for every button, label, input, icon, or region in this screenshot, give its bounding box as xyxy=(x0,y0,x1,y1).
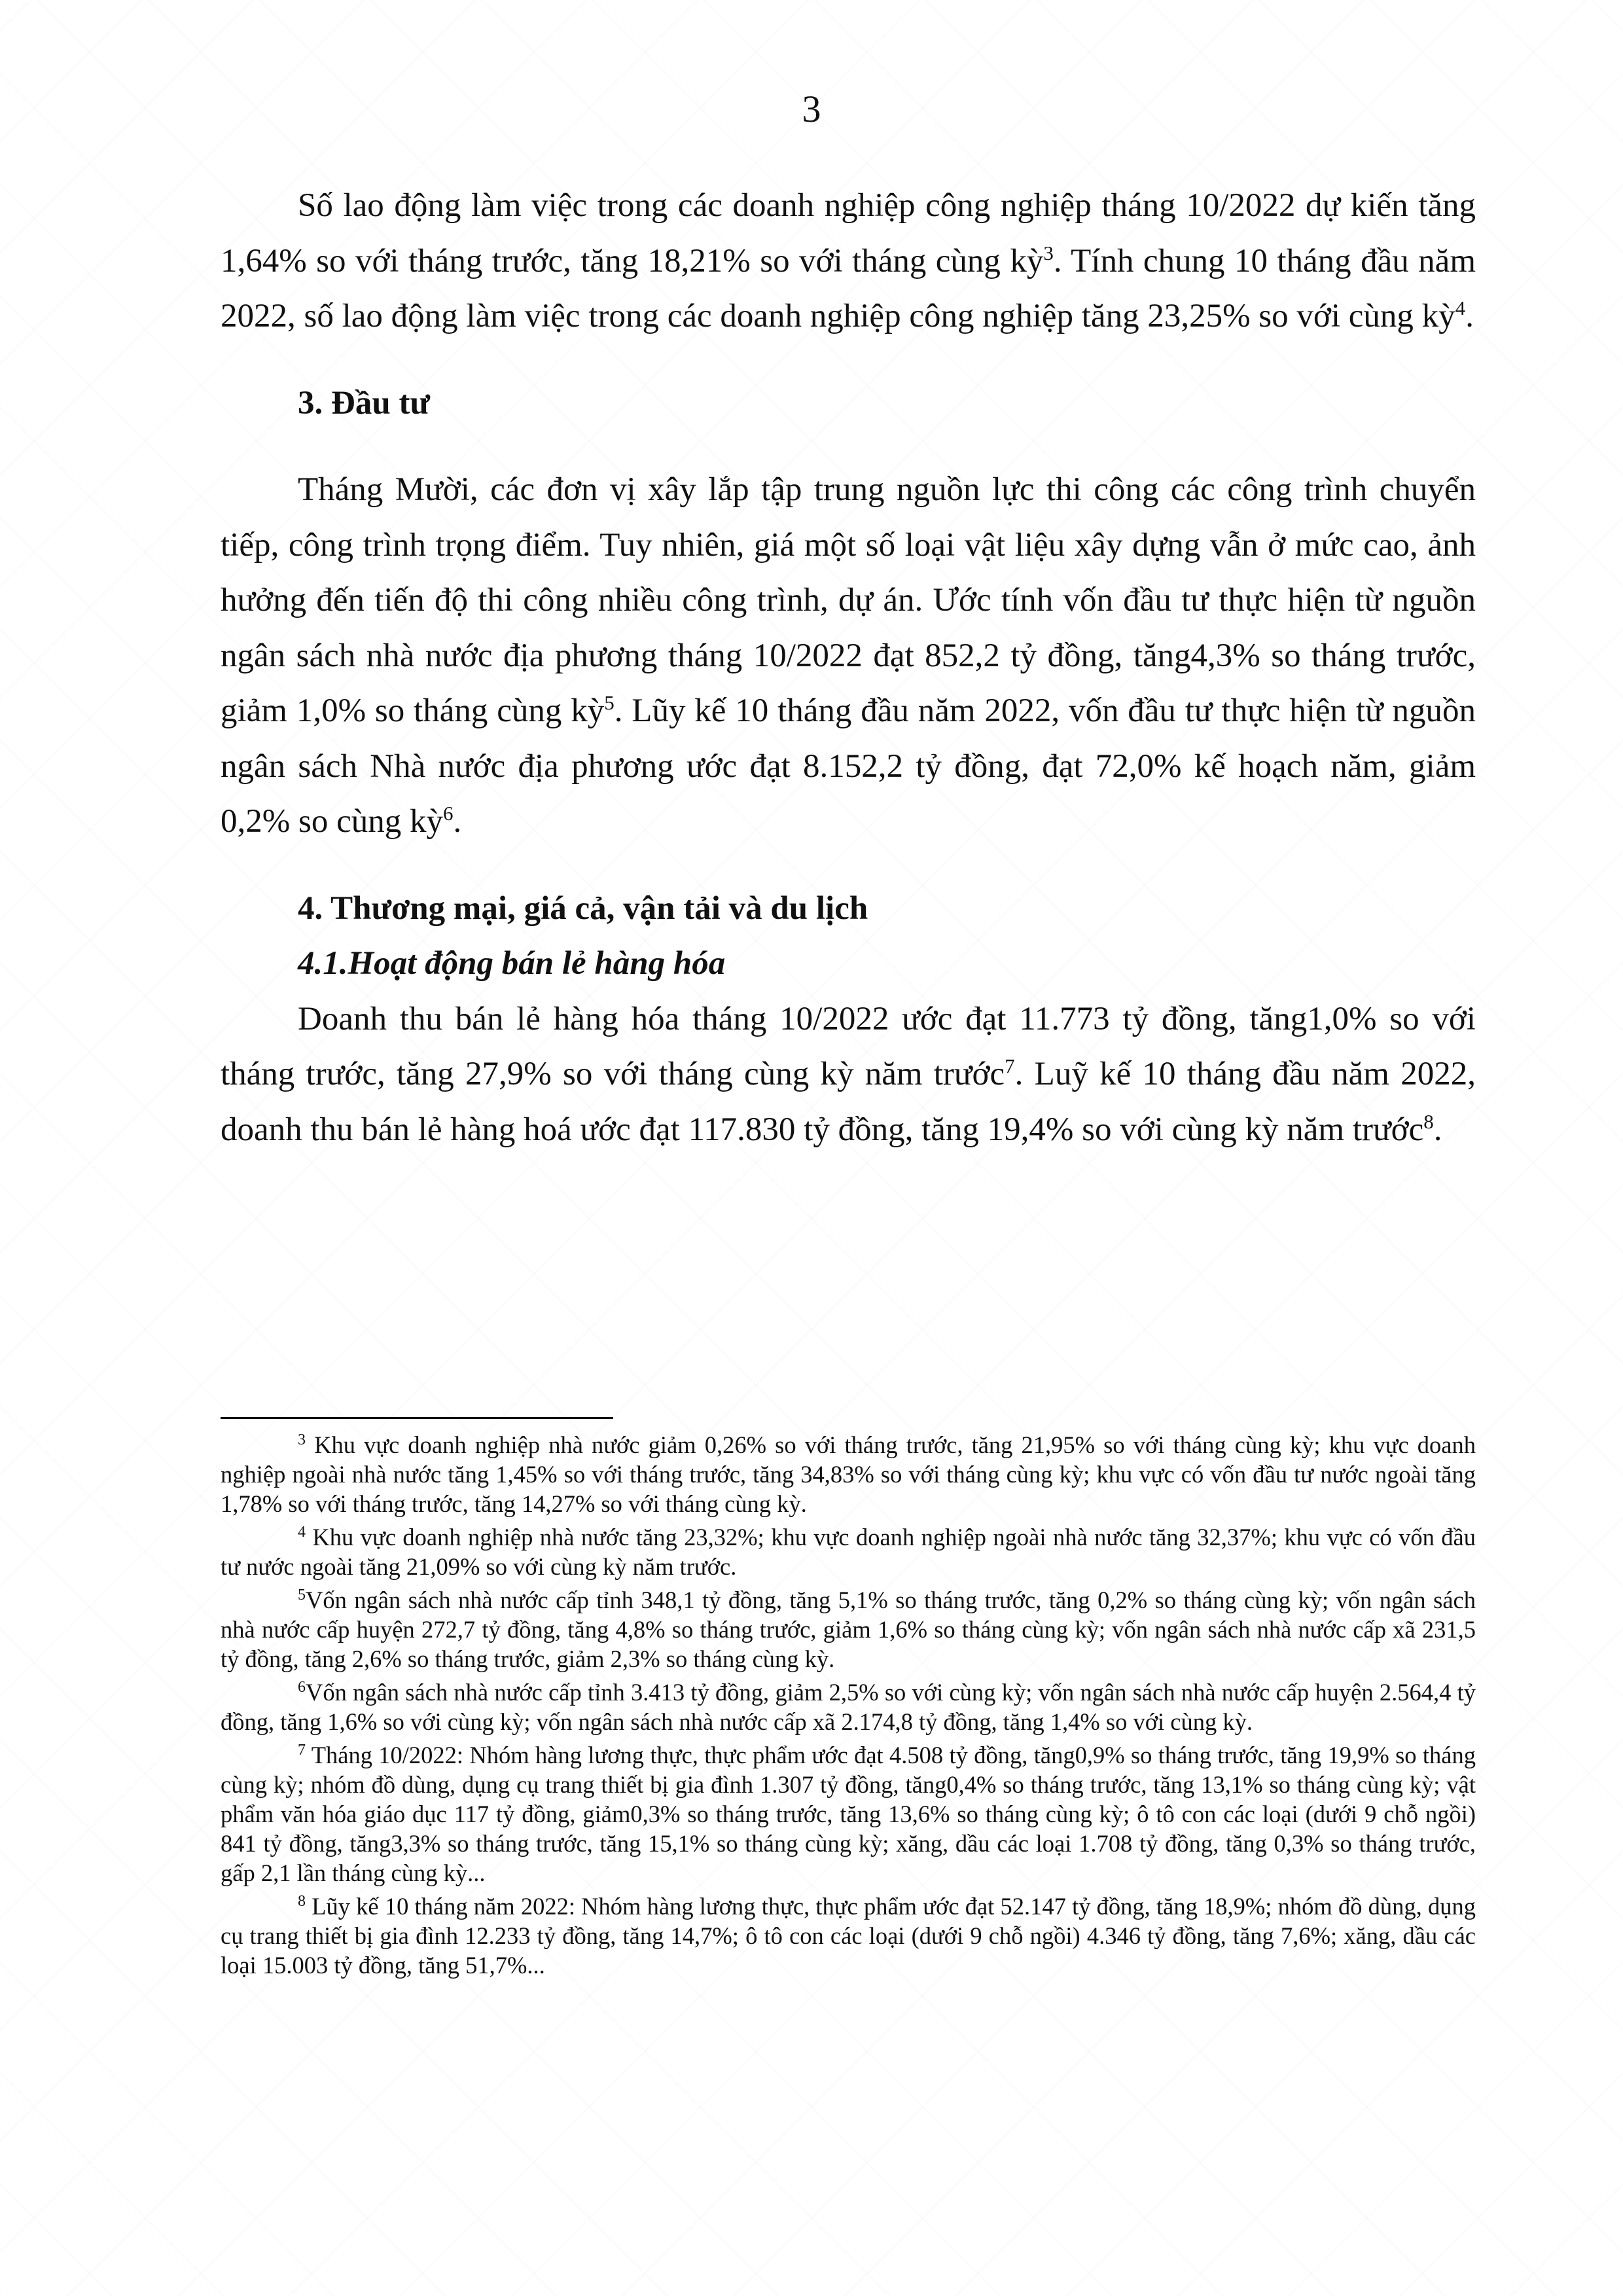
paragraph-retail-text-b: . Luỹ kế 10 tháng đầu năm 2022, doanh thu bán lẻ hàng hoá ước đạt 117.830 tỷ đồng, tăng 19,4% so với cùng kỳ năm trước xyxy=(221,1056,1476,1148)
paragraph-retail-text-a: Doanh thu bán lẻ hàng hóa tháng 10/2022 ước đạt 11.773 tỷ đồng, tăng1,0% so với tháng trước, tăng 27,9% so với tháng cùng kỳ năm trước xyxy=(221,1000,1476,1092)
paragraph-investment-text-a: Tháng Mười, các đơn vị xây lắp tập trung nguồn lực thi công các công trình chuyển tiếp, công trình trọng điểm. Tuy nhiên, giá một số loại vật liệu xây dựng vẫn ở mức cao, ảnh hưởng đến tiến độ thi công nhiều công trình, dự án. Ước tính vốn đầu tư thực hiện từ nguồn ngân sách nhà nước địa phương tháng 10/2022 đạt 852,2 tỷ đồng, tăng4,3% so tháng trước, giảm 1,0% so tháng cùng kỳ xyxy=(221,471,1476,729)
footnote-text: Khu vực doanh nghiệp nhà nước tăng 23,32%; khu vực doanh nghiệp ngoài nhà nước tăng 32,37%; khu vực có vốn đầu tư nước ngoài tăng 21,09% so với cùng kỳ năm trước. xyxy=(221,1524,1476,1580)
paragraph-investment-text-c: . xyxy=(453,803,462,840)
main-content xyxy=(221,178,1476,1157)
footnote xyxy=(221,1585,1476,1674)
footnotes xyxy=(221,1430,1476,1984)
footnote xyxy=(221,1740,1476,1888)
paragraph-investment-text-b: . Lũy kế 10 tháng đầu năm 2022, vốn đầu tư thực hiện từ nguồn ngân sách Nhà nước địa phương ước đạt 8.152,2 tỷ đồng, đạt 72,0% kế hoạch năm, giảm 0,2% so cùng kỳ xyxy=(221,692,1476,840)
footnote-ref[interactable]: 4 xyxy=(1455,296,1466,319)
footnote-ref[interactable]: 3 xyxy=(1043,241,1054,264)
spacer xyxy=(221,850,1476,881)
paragraph-labor-text-b: . Tính chung 10 tháng đầu năm 2022, số lao động làm việc trong các doanh nghiệp công nghiệp tăng 23,25% so với cùng kỳ xyxy=(221,242,1476,334)
footnote-number: 7 xyxy=(298,1741,306,1759)
footnote-text: Tháng 10/2022: Nhóm hàng lương thực, thực phẩm ước đạt 4.508 tỷ đồng, tăng0,9% so tháng trước, tăng 19,9% so tháng cùng kỳ; nhóm đồ dùng, dụng cụ trang thiết bị gia đình 1.307 tỷ đồng, tăng0,4% so tháng trước, tăng 13,1% so tháng cùng kỳ; vật phẩm văn hóa giáo dục 117 tỷ đồng, giảm0,3% so tháng trước, tăng 13,6% so tháng cùng kỳ; ô tô con các loại (dưới 9 chỗ ngồi) 841 tỷ đồng, tăng3,3% so tháng trước, tăng 15,1% so tháng cùng kỳ; xăng, dầu các loại 1.708 tỷ đồng, tăng 0,3% so tháng trước, gấp 2,1 lần tháng cùng kỳ... xyxy=(221,1742,1476,1886)
paragraph-labor xyxy=(221,178,1476,344)
page-number: 3 xyxy=(802,88,821,130)
subsection-heading-retail: 4.1.Hoạt động bán lẻ hàng hóa xyxy=(298,945,726,982)
footnote-separator xyxy=(221,1417,613,1419)
footnote xyxy=(221,1892,1476,1980)
paragraph-investment xyxy=(221,462,1476,850)
footnote-text: Vốn ngân sách nhà nước cấp tỉnh 348,1 tỷ đồng, tăng 5,1% so tháng trước, tăng 0,2% so tháng cùng kỳ; vốn ngân sách nhà nước cấp huyện 272,7 tỷ đồng, tăng 4,8% so tháng trước, giảm 1,6% so tháng cùng kỳ; vốn ngân sách nhà nước cấp xã 231,5 tỷ đồng, tăng 2,6% so tháng trước, giảm 2,3% so tháng cùng kỳ. xyxy=(221,1587,1476,1672)
footnote-number: 3 xyxy=(298,1431,306,1448)
paragraph-labor-text-c: . xyxy=(1465,298,1474,334)
footnote-ref[interactable]: 8 xyxy=(1423,1109,1434,1133)
footnote-text: Vốn ngân sách nhà nước cấp tỉnh 3.413 tỷ đồng, giảm 2,5% so với cùng kỳ; vốn ngân sách nhà nước cấp huyện 2.564,4 tỷ đồng, tăng 1,6% so với cùng kỳ; vốn ngân sách nhà nước cấp xã 2.174,8 tỷ đồng, tăng 1,4% so với cùng kỳ. xyxy=(221,1679,1476,1735)
spacer xyxy=(221,344,1476,376)
footnote-text: Lũy kế 10 tháng năm 2022: Nhóm hàng lương thực, thực phẩm ước đạt 52.147 tỷ đồng, tăng 18,9%; nhóm đồ dùng, dụng cụ trang thiết bị gia đình 12.233 tỷ đồng, tăng 14,7%; ô tô con các loại (dưới 9 chỗ ngồi) 4.346 tỷ đồng, tăng 7,6%; xăng, dầu các loại 15.003 tỷ đồng, tăng 51,7%... xyxy=(221,1893,1476,1979)
spacer xyxy=(221,431,1476,462)
footnote xyxy=(221,1677,1476,1736)
footnote-number: 4 xyxy=(298,1523,306,1541)
footnote-ref[interactable]: 6 xyxy=(442,802,454,825)
footnote-number: 5 xyxy=(298,1586,306,1604)
footnote xyxy=(221,1430,1476,1518)
paragraph-retail-text-c: . xyxy=(1433,1111,1442,1148)
section-heading-investment: 3. Đầu tư xyxy=(298,384,431,422)
paragraph-retail xyxy=(221,992,1476,1158)
footnote-ref[interactable]: 7 xyxy=(1005,1054,1015,1077)
footnote-number: 6 xyxy=(298,1678,306,1696)
footnote xyxy=(221,1522,1476,1581)
footnote-number: 8 xyxy=(298,1892,306,1910)
footnote-ref[interactable]: 5 xyxy=(604,691,615,714)
paragraph-labor-text-a: Số lao động làm việc trong các doanh nghiệp công nghiệp tháng 10/2022 dự kiến tăng 1,64% so với tháng trước, tăng 18,21% so với tháng cùng kỳ xyxy=(221,187,1476,279)
footnote-text: Khu vực doanh nghiệp nhà nước giảm 0,26% so với tháng trước, tăng 21,95% so với tháng cùng kỳ; khu vực doanh nghiệp ngoài nhà nước tăng 1,45% so với tháng trước, tăng 34,83% so với tháng cùng kỳ; khu vực có vốn đầu tư nước ngoài tăng 1,78% so với tháng trước, tăng 14,27% so với tháng cùng kỳ. xyxy=(221,1431,1476,1517)
section-heading-trade: 4. Thương mại, giá cả, vận tải và du lịch xyxy=(298,889,868,927)
